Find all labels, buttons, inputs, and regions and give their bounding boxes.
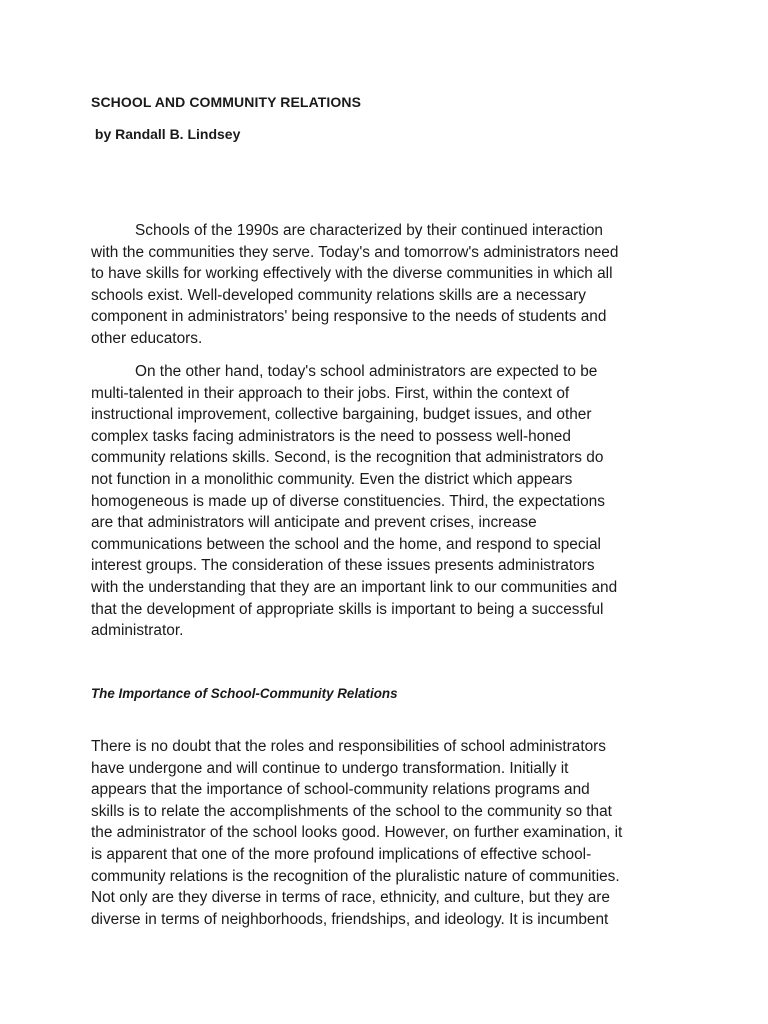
paragraph-line: appears that the importance of school-community relations programs and [91,781,590,799]
paragraph-line: community relations skills. Second, is the recognition that administrators do [91,449,604,467]
paragraph-line: Not only are they diverse in terms of race, ethnicity, and culture, but they are [91,889,610,907]
paragraph-line: are that administrators will anticipate and prevent crises, increase [91,514,537,532]
paragraph-line: There is no doubt that the roles and responsibilities of school administrators [91,738,607,755]
paragraph-line: complex tasks facing administrators is the need to possess well-honed [91,427,571,445]
paragraph-line: is apparent that one of the more profound implications of effective school- [91,845,592,863]
paragraph-line: community relations is the recognition of the pluralistic nature of communities. [91,867,620,885]
paragraph-line: with the communities they serve. Today's and tomorrow's administrators need [91,243,619,261]
paragraph-line: interest groups. The consideration of these issues presents administrators [91,557,595,575]
paragraph-line: the administrator of the school looks good. However, on further examination, it [91,824,623,842]
section-heading: The Importance of School-Community Relations [91,686,398,701]
paragraph-line: component in administrators' being responsive to the needs of students and [91,308,607,326]
paragraph-line: instructional improvement, collective bargaining, budget issues, and other [91,406,592,424]
paragraph-line: have undergone and will continue to undergo transformation. Initially it [91,759,569,777]
paragraph-line: schools exist. Well-developed community relations skills are a necessary [91,286,586,304]
paragraph-line: other educators. [91,329,203,347]
paragraph-intro [91,220,691,350]
paragraph-line: administrator. [91,622,184,640]
paragraph-line: not function in a monolithic community. Even the district which appears [91,470,573,488]
paragraph-line: with the understanding that they are an important link to our communities and [91,578,618,596]
document-title: SCHOOL AND COMMUNITY RELATIONS [91,94,362,110]
paragraph-line: communications between the school and the home, and respond to special [91,535,601,553]
paragraph-expectations [91,361,691,642]
paragraph-line: Schools of the 1990s are characterized by their continued interaction [135,222,603,239]
paragraph-line: that the development of appropriate skills is important to being a successful [91,600,604,618]
paragraph-line: multi-talented in their approach to their jobs. First, within the context of [91,384,570,402]
paragraph-line: On the other hand, today's school administrators are expected to be [135,363,598,380]
paragraph-line: homogeneous is made up of diverse constituencies. Third, the expectations [91,492,605,510]
author-byline: by Randall B. Lindsey [91,126,241,142]
paragraph-line: to have skills for working effectively with the diverse communities in which all [91,265,613,283]
paragraph-line: skills is to relate the accomplishments of the school to the community so that [91,802,612,820]
paragraph-section-body [91,736,691,930]
paragraph-line: diverse in terms of neighborhoods, friendships, and ideology. It is incumbent [91,910,609,928]
